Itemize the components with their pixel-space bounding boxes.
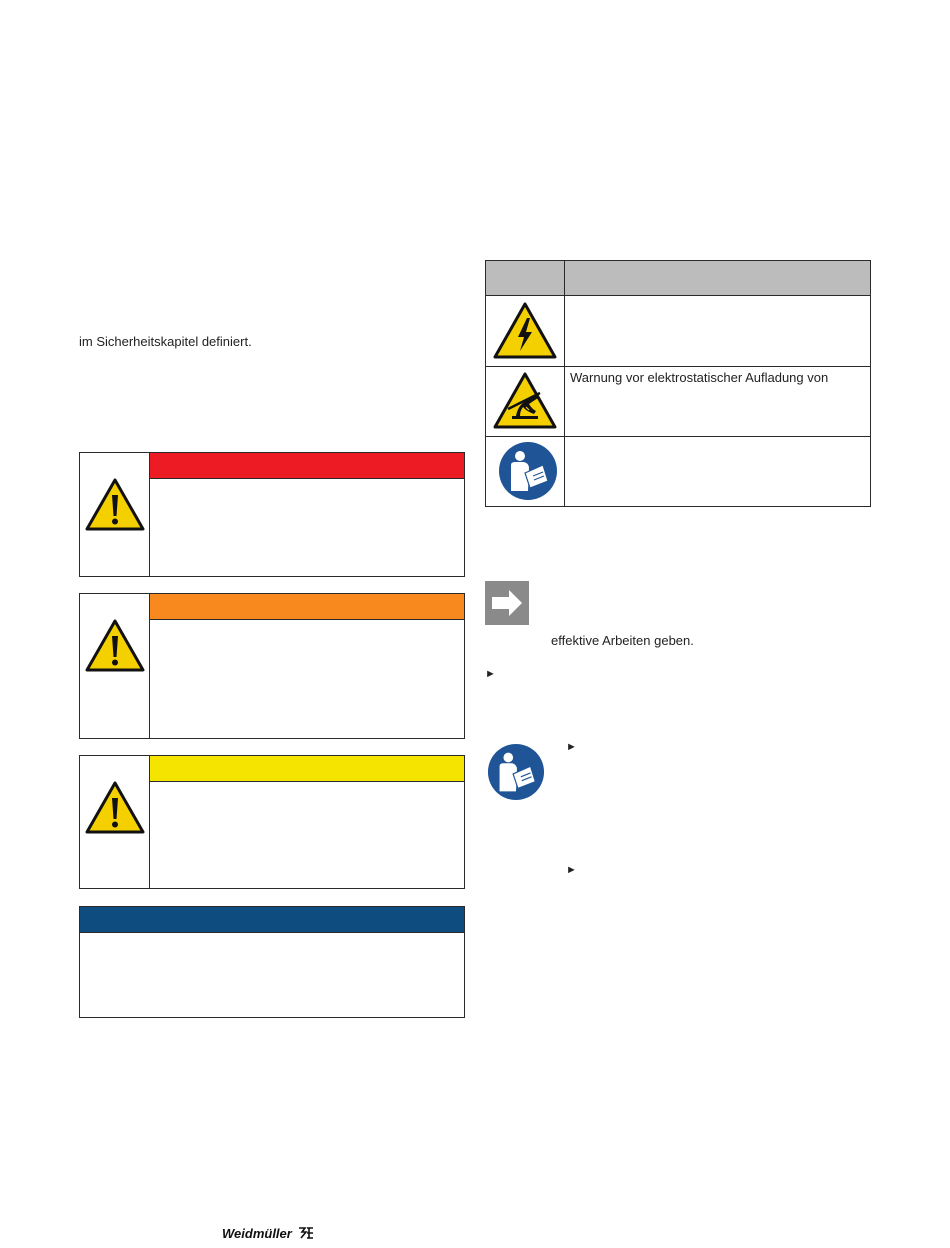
bullet-arrow: ► [566, 864, 577, 876]
read-manual-icon [498, 441, 558, 501]
weidmueller-logo [222, 1226, 314, 1241]
warning-warning-box [79, 593, 465, 739]
bullet-arrow: ► [566, 741, 577, 753]
high-voltage-warning-icon [492, 301, 558, 361]
bullet-arrow: ► [485, 668, 496, 680]
caution-warning-box [79, 755, 465, 889]
warning-signal-bar [150, 594, 464, 620]
weidmueller-logo-icon [298, 1226, 314, 1240]
caution-signal-bar [150, 756, 464, 782]
note-box [79, 906, 465, 1018]
warning-triangle-icon [84, 618, 146, 674]
read-manual-icon [487, 743, 545, 801]
warning-triangle-icon [84, 780, 146, 836]
note-signal-bar [80, 907, 464, 933]
danger-signal-bar [150, 453, 464, 479]
danger-warning-box [79, 452, 465, 577]
arrow-right-icon [485, 581, 529, 625]
intro-text: im Sicherheitskapitel definiert. [79, 334, 252, 349]
logo-text: Weidmüller [222, 1226, 292, 1241]
warning-triangle-icon [84, 477, 146, 533]
esd-warning-text: Warnung vor elektrostatischer Aufladung von [570, 370, 829, 385]
symbol-table [485, 260, 871, 507]
tip-text: effektive Arbeiten geben. [551, 633, 694, 648]
symbol-table-header [486, 261, 870, 296]
electrostatic-discharge-warning-icon [492, 371, 558, 431]
